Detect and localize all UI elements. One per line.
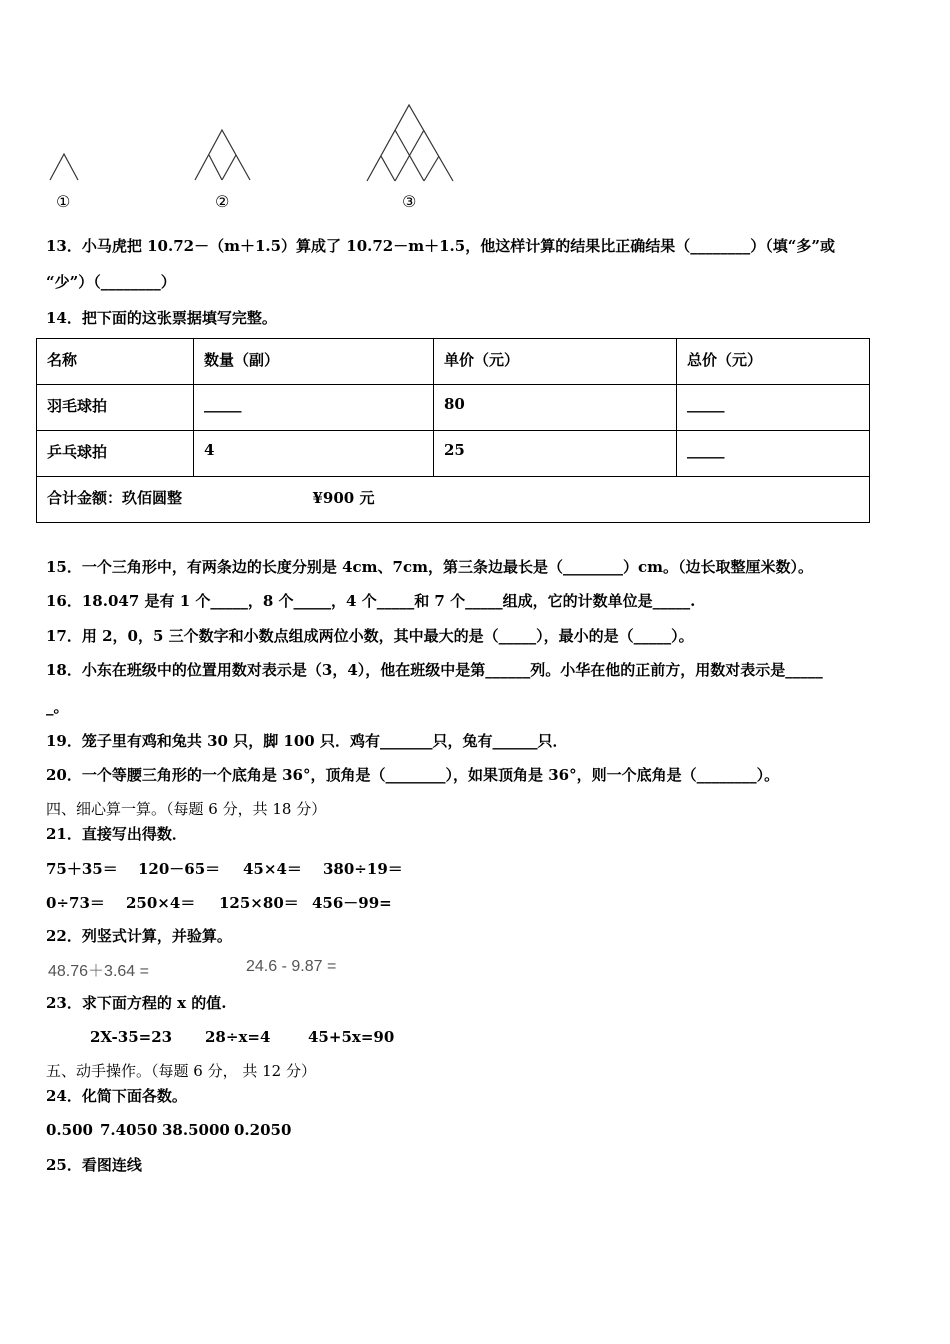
cell: 羽毛球拍 [37, 385, 194, 431]
figure-1-shape [50, 154, 78, 180]
q14-title: 14．把下面的这张票据填写完整。 [46, 309, 277, 327]
q23-title: 23．求下面方程的 x 的值. [46, 994, 227, 1012]
table-header-row [37, 339, 870, 385]
ticket-table [36, 338, 870, 523]
answer-blank[interactable]: _____ [677, 385, 870, 431]
answer-blank[interactable]: _____ [677, 431, 870, 477]
q17: 17．用 2，0，5 三个数字和小数点组成两位小数，其中最大的是（_____），最小的是（_____）。 [46, 627, 694, 645]
q18-line1: 18．小东在班级中的位置用数对表示是（3，4），他在班级中是第______列。小华在他的正前方，用数对表示是_____ [46, 661, 823, 679]
calc-item: 120－65＝ [138, 860, 221, 878]
q13-line1: 13．小马虎把 10.72－（m＋1.5）算成了 10.72－m＋1.5，他这样计算的结果比正确结果（________）（填“多”或 [46, 237, 835, 255]
figure-3-label: ③ [402, 192, 417, 211]
q15: 15．一个三角形中，有两条边的长度分别是 4cm、7cm，第三条边最长是（________）cm。（边长取整厘米数）。 [46, 558, 813, 576]
q16: 16．18.047 是有 1 个_____，8 个_____，4 个_____和 7 个_____组成，它的计数单位是_____. [46, 592, 696, 610]
total-cell [37, 477, 870, 523]
triangle-pattern-figures [0, 0, 950, 220]
number-item: 0.500 [46, 1121, 93, 1139]
equation: 45+5x=90 [308, 1028, 395, 1046]
q22-title: 22．列竖式计算，并验算。 [46, 927, 232, 945]
calc-item: 380÷19＝ [323, 860, 403, 878]
figure-3-shape [367, 105, 453, 181]
cell: 80 [434, 385, 677, 431]
number-item: 38.5000 [162, 1121, 230, 1139]
vertical-calc-expr: 48.76＋3.64 = [48, 963, 149, 980]
table-row [37, 385, 870, 431]
q13-line2: “少”）（________） [46, 273, 176, 291]
vertical-calc-expr: 24.6 - 9.87 = [246, 958, 337, 975]
q19: 19．笼子里有鸡和兔共 30 只，脚 100 只．鸡有_______只，兔有______只． [46, 732, 568, 750]
q25: 25．看图连线 [46, 1156, 142, 1174]
figure-1-label: ① [56, 192, 71, 211]
q21-title: 21．直接写出得数． [46, 825, 187, 843]
calc-item: 250×4＝ [126, 894, 196, 912]
table-total-row [37, 477, 870, 523]
number-item: 0.2050 [234, 1121, 292, 1139]
calc-item: 125×80＝ [219, 894, 299, 912]
cell: 25 [434, 431, 677, 477]
header-total-price: 总价（元） [677, 339, 870, 385]
section-4-heading: 四、细心算一算。（每题 6 分，共 18 分） [46, 800, 327, 818]
answer-blank[interactable]: _____ [194, 385, 434, 431]
q18-line2: _。 [46, 698, 69, 716]
figure-2-shape [195, 130, 250, 180]
equation: 2X-35=23 [90, 1028, 173, 1046]
q20: 20．一个等腰三角形的一个底角是 36°，顶角是（________），如果顶角是 36°，则一个底角是（________）。 [46, 766, 780, 784]
number-item: 7.4050 [100, 1121, 158, 1139]
header-unit-price: 单价（元） [434, 339, 677, 385]
header-name: 名称 [37, 339, 194, 385]
calc-item: 45×4＝ [243, 860, 302, 878]
section-5-heading: 五、动手操作。（每题 6 分， 共 12 分） [46, 1062, 316, 1080]
calc-item: 0÷73＝ [46, 894, 105, 912]
q24-title: 24．化简下面各数。 [46, 1087, 187, 1105]
figure-2-label: ② [215, 192, 230, 211]
calc-item: 456－99= [312, 894, 392, 912]
cell: 4 [194, 431, 434, 477]
calc-item: 75＋35＝ [46, 860, 118, 878]
equation: 28÷x=4 [205, 1028, 271, 1046]
total-label: 合计金额：玖佰圆整 [47, 489, 183, 507]
cell: 乒乓球拍 [37, 431, 194, 477]
header-quantity: 数量（副） [194, 339, 434, 385]
total-value: ¥900 元 [312, 489, 375, 507]
table-row [37, 431, 870, 477]
